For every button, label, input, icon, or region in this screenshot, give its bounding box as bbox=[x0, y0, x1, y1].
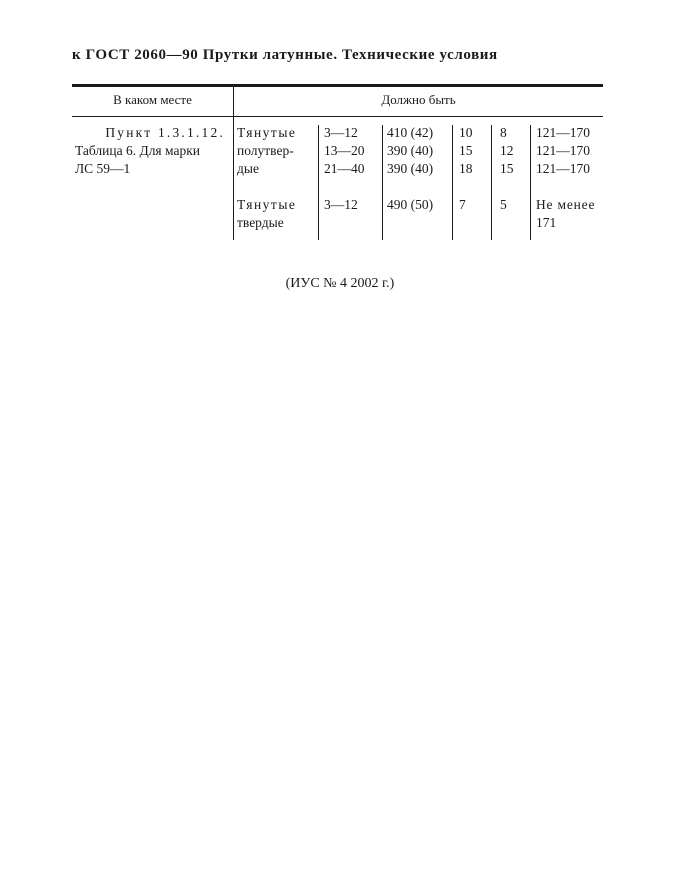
value-cell: 18 bbox=[459, 161, 473, 176]
column-divider bbox=[318, 125, 319, 240]
location-line: ЛС 59—1 bbox=[75, 161, 131, 176]
column-divider bbox=[530, 125, 531, 240]
hardness-cell: 121—170 bbox=[536, 143, 590, 158]
state-label: Тянутые bbox=[237, 125, 297, 140]
column-divider bbox=[233, 87, 234, 240]
value-cell: 5 bbox=[500, 197, 507, 212]
state-label: полутвер- bbox=[237, 143, 294, 158]
value-cell: 15 bbox=[500, 161, 514, 176]
diameter-cell: 3—12 bbox=[324, 125, 358, 140]
value-cell: 8 bbox=[500, 125, 507, 140]
state-label: твердые bbox=[237, 215, 284, 230]
diameter-cell: 21—40 bbox=[324, 161, 365, 176]
value-cell: 10 bbox=[459, 125, 473, 140]
diameter-cell: 3—12 bbox=[324, 197, 358, 212]
table-header-rule bbox=[72, 116, 603, 117]
location-line: Пункт 1.3.1.12. bbox=[105, 125, 225, 140]
hardness-cell: 121—170 bbox=[536, 125, 590, 140]
column-divider bbox=[452, 125, 453, 240]
value-cell: 12 bbox=[500, 143, 514, 158]
amendment-note: (ИУС № 4 2002 г.) bbox=[285, 276, 395, 291]
location-line: Таблица 6. Для марки bbox=[75, 143, 200, 158]
column-header-where: В каком месте bbox=[113, 92, 192, 107]
state-label: Тянутые bbox=[237, 197, 297, 212]
strength-cell: 390 (40) bbox=[387, 161, 434, 176]
value-cell: 7 bbox=[459, 197, 466, 212]
table-top-rule bbox=[72, 84, 603, 87]
location-cell bbox=[75, 124, 225, 178]
strength-cell: 390 (40) bbox=[387, 143, 434, 158]
hardness-cell: Не менее bbox=[536, 197, 596, 212]
hardness-cell: 171 bbox=[536, 215, 557, 230]
column-divider bbox=[382, 125, 383, 240]
state-label: дые bbox=[237, 161, 259, 176]
diameter-cell: 13—20 bbox=[324, 143, 365, 158]
strength-cell: 490 (50) bbox=[387, 197, 434, 212]
column-divider bbox=[491, 125, 492, 240]
value-cell: 15 bbox=[459, 143, 473, 158]
hardness-cell: 121—170 bbox=[536, 161, 590, 176]
strength-cell: 410 (42) bbox=[387, 125, 434, 140]
column-header-should-be: Должно быть bbox=[381, 92, 456, 107]
document-title: к ГОСТ 2060—90 Прутки латунные. Технические условия bbox=[72, 47, 498, 63]
